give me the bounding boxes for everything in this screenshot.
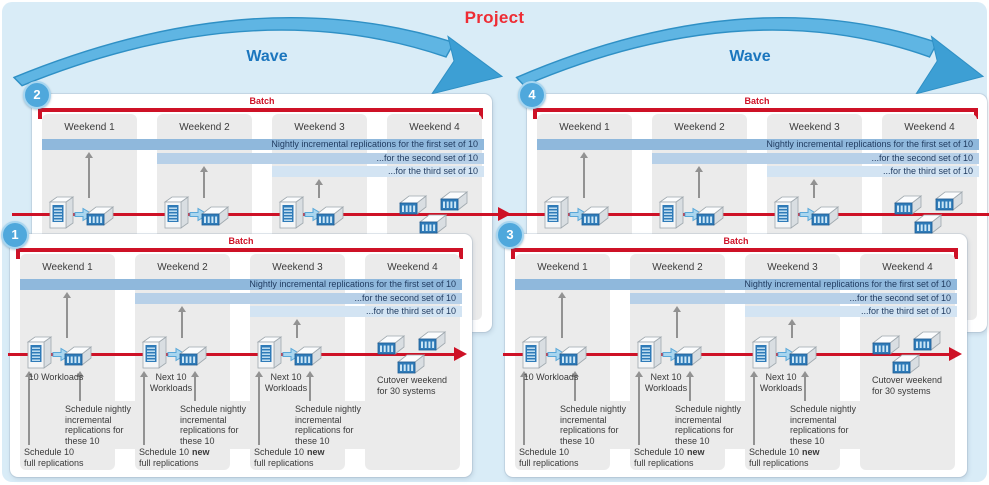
replication-bar-third-set: ...for the third set of 10 [250, 306, 462, 317]
server-cluster-icon [398, 188, 474, 236]
up-arrow-icon [583, 158, 585, 198]
tower-to-rack-replication-icon [28, 335, 92, 371]
schedule-full-new: new [192, 447, 210, 457]
replication-bar-second-set: ...for the second set of 10 [157, 153, 484, 164]
step-number-badge: 4 [518, 81, 546, 109]
schedule-full-label [519, 447, 611, 468]
schedule-full-label [139, 447, 231, 468]
schedule-nightly-label: Schedule nightly incremental replications for these 10 [175, 401, 255, 449]
schedule-full-label [749, 447, 841, 468]
schedule-full-text: Schedule 10 [749, 447, 800, 457]
schedule-full-new: new [307, 447, 325, 457]
timeline-arrow-icon [454, 347, 467, 361]
schedule-full-text: Schedule 10 [634, 447, 685, 457]
weekend-header: Weekend 2 [652, 262, 703, 273]
workloads-label: 10 Workloads [28, 372, 84, 382]
schedule-full-new: new [802, 447, 820, 457]
weekend-header: Weekend 2 [674, 122, 725, 133]
weekend-header: Weekend 3 [272, 262, 323, 273]
step-number-badge: 3 [496, 221, 524, 249]
batch-label: Batch [723, 236, 749, 246]
weekend-header: Weekend 3 [294, 122, 345, 133]
up-arrow-icon [88, 158, 90, 198]
tower-to-rack-replication-icon [258, 335, 322, 371]
batch-panel [505, 227, 967, 477]
tower-to-rack-replication-icon [523, 335, 587, 371]
schedule-full-text: Schedule 10 [24, 447, 75, 457]
server-cluster-icon [893, 188, 969, 236]
server-cluster-icon [376, 328, 452, 376]
tower-to-rack-replication-icon [50, 195, 114, 231]
schedule-full-text2: full replications [634, 457, 694, 468]
batch-panel [10, 227, 472, 477]
weekend-header: Weekend 4 [409, 122, 460, 133]
schedule-full-new: new [687, 447, 705, 457]
schedule-full-text: Schedule 10 [254, 447, 305, 457]
wave-label-left: Wave [246, 48, 288, 65]
up-arrow-icon [66, 298, 68, 338]
tower-to-rack-replication-icon [660, 195, 724, 231]
tower-to-rack-replication-icon [638, 335, 702, 371]
weekend-header: Weekend 1 [559, 122, 610, 133]
batch-label: Batch [228, 236, 254, 246]
weekend-header: Weekend 3 [789, 122, 840, 133]
replication-bar-third-set: ...for the third set of 10 [272, 166, 484, 177]
schedule-full-label [634, 447, 726, 468]
replication-bar-first-set: Nightly incremental replications for the first set of 10 [515, 279, 957, 290]
schedule-nightly-label: Schedule nightly incremental replications for these 10 [555, 401, 635, 449]
schedule-full-text: Schedule 10 [139, 447, 190, 457]
schedule-nightly-label: Schedule nightly incremental replications for these 10 [670, 401, 750, 449]
schedule-full-label [254, 447, 346, 468]
tower-to-rack-replication-icon [165, 195, 229, 231]
weekend-header: Weekend 3 [767, 262, 818, 273]
schedule-full-text2: full replications [749, 457, 809, 468]
cutover-label: Cutover weekend for 30 systems [872, 375, 943, 396]
up-arrow-icon [523, 377, 525, 445]
up-arrow-icon [561, 298, 563, 338]
weekend-header: Weekend 1 [42, 262, 93, 273]
replication-bar-first-set: Nightly incremental replications for the first set of 10 [42, 139, 484, 150]
project-title: Project [464, 8, 525, 27]
weekend-header: Weekend 2 [157, 262, 208, 273]
timeline-arrow-icon [949, 347, 962, 361]
weekend-header: Weekend 4 [904, 122, 955, 133]
workloads-label: Next 10 Workloads [149, 372, 193, 393]
workloads-label: 10 Workloads [523, 372, 579, 382]
tower-to-rack-replication-icon [775, 195, 839, 231]
step-number-badge: 2 [23, 81, 51, 109]
weekend-header: Weekend 1 [537, 262, 588, 273]
replication-bar-second-set: ...for the second set of 10 [652, 153, 979, 164]
tower-to-rack-replication-icon [545, 195, 609, 231]
replication-bar-third-set: ...for the third set of 10 [767, 166, 979, 177]
schedule-full-text2: full replications [519, 457, 579, 468]
schedule-full-text: Schedule 10 [519, 447, 570, 457]
tower-to-rack-replication-icon [143, 335, 207, 371]
weekend-header: Weekend 4 [387, 262, 438, 273]
replication-bar-first-set: Nightly incremental replications for the first set of 10 [20, 279, 462, 290]
tower-to-rack-replication-icon [280, 195, 344, 231]
replication-bar-second-set: ...for the second set of 10 [630, 293, 957, 304]
schedule-nightly-label: Schedule nightly incremental replications for these 10 [290, 401, 370, 449]
tower-to-rack-replication-icon [753, 335, 817, 371]
workloads-label: Next 10 Workloads [644, 372, 688, 393]
schedule-full-label [24, 447, 116, 468]
step-number-badge: 1 [1, 221, 29, 249]
up-arrow-icon [28, 377, 30, 445]
cutover-label: Cutover weekend for 30 systems [377, 375, 448, 396]
wave-label-right: Wave [729, 48, 771, 65]
weekend-header: Weekend 4 [882, 262, 933, 273]
replication-bar-second-set: ...for the second set of 10 [135, 293, 462, 304]
schedule-nightly-label: Schedule nightly incremental replications for these 10 [785, 401, 865, 449]
weekend-header: Weekend 2 [179, 122, 230, 133]
schedule-full-text2: full replications [139, 457, 199, 468]
schedule-nightly-label: Schedule nightly incremental replications for these 10 [60, 401, 140, 449]
server-cluster-icon [871, 328, 947, 376]
schedule-full-text2: full replications [254, 457, 314, 468]
batch-label: Batch [744, 96, 770, 106]
workloads-label: Next 10 Workloads [264, 372, 308, 393]
weekend-header: Weekend 1 [64, 122, 115, 133]
workloads-label: Next 10 Workloads [759, 372, 803, 393]
replication-bar-first-set: Nightly incremental replications for the first set of 10 [537, 139, 979, 150]
schedule-full-text2: full replications [24, 457, 84, 468]
diagram-canvas [2, 2, 987, 482]
replication-bar-third-set: ...for the third set of 10 [745, 306, 957, 317]
batch-label: Batch [249, 96, 275, 106]
